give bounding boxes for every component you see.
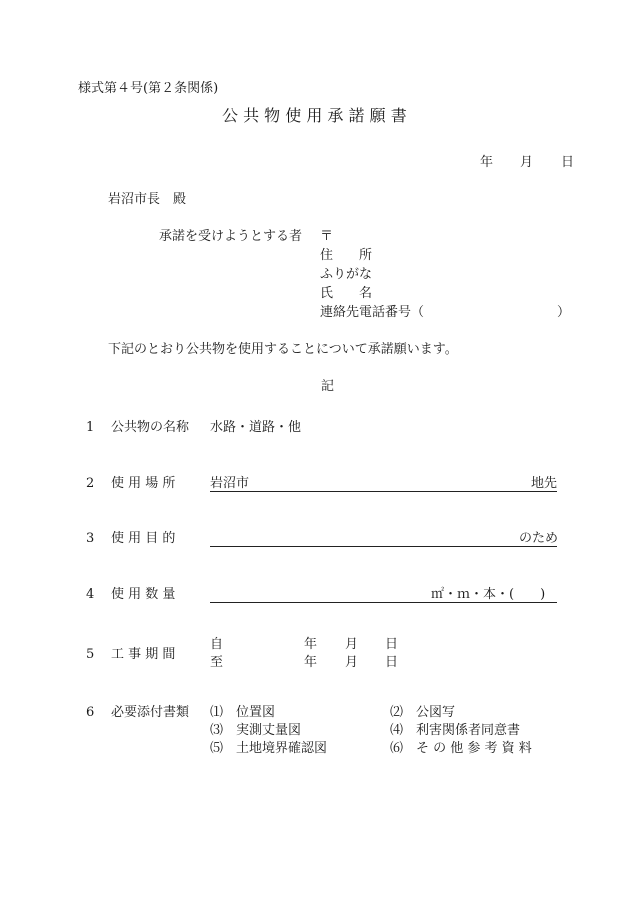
item2-suffix: 地先	[531, 476, 558, 491]
item6-number: 6	[86, 705, 95, 720]
item4-label: 使 用 数 量	[111, 587, 176, 602]
item5-to: 至	[210, 655, 224, 670]
item2-underline	[210, 491, 557, 492]
phone-label: 連絡先電話番号（	[320, 305, 425, 320]
item3-number: 3	[86, 531, 95, 546]
item4-number: 4	[86, 587, 95, 602]
item1-number: 1	[86, 420, 95, 435]
document-title: 公 共 物 使 用 承 諾 願 書	[222, 106, 407, 125]
doc-survey-map: ⑶ 実測丈量図	[210, 723, 302, 738]
item4-underline	[210, 602, 557, 603]
item6-label: 必要添付書類	[111, 705, 190, 720]
item1-label: 公共物の名称	[111, 420, 190, 435]
furigana-label: ふりがな	[320, 267, 373, 282]
item4-suffix: ㎡・ｍ・本・( )	[431, 587, 546, 602]
ki-heading: 記	[321, 379, 335, 394]
phone-close-paren: ）	[557, 305, 571, 320]
item2-value: 岩沼市	[210, 476, 250, 491]
item5-number: 5	[86, 647, 95, 662]
doc-location-map: ⑴ 位置図	[210, 705, 276, 720]
item5-to-day: 日	[385, 655, 399, 670]
item3-underline	[210, 546, 557, 547]
item3-suffix: のため	[519, 531, 559, 546]
doc-consent-letter: ⑷ 利害関係者同意書	[390, 723, 521, 738]
item1-value: 水路・道路・他	[210, 420, 302, 435]
item5-from-year: 年	[304, 637, 318, 652]
doc-cadastral-copy: ⑵ 公図写	[390, 705, 456, 720]
doc-boundary-map: ⑸ 土地境界確認図	[210, 741, 328, 756]
item5-from: 自	[210, 637, 224, 652]
address-label: 住 所	[320, 248, 373, 263]
intro-text: 下記のとおり公共物を使用することについて承諾願います。	[108, 342, 458, 357]
item5-from-month: 月	[345, 637, 359, 652]
date-day-label: 日	[561, 155, 575, 170]
date-year-label: 年	[480, 155, 494, 170]
item2-number: 2	[86, 476, 95, 491]
item5-to-year: 年	[304, 655, 318, 670]
postal-mark: 〒	[320, 229, 334, 244]
item5-label: 工 事 期 間	[111, 647, 176, 662]
form-id: 様式第４号(第２条関係)	[78, 81, 219, 96]
item5-from-day: 日	[385, 637, 399, 652]
item5-to-month: 月	[345, 655, 359, 670]
doc-other-materials: ⑹ そ の 他 参 考 資 料	[390, 741, 532, 756]
item3-label: 使 用 目 的	[111, 531, 176, 546]
applicant-label: 承諾を受けようとする者	[159, 229, 303, 244]
name-label: 氏 名	[320, 286, 373, 301]
addressee: 岩沼市長 殿	[108, 192, 187, 207]
item2-label: 使 用 場 所	[111, 476, 176, 491]
date-month-label: 月	[520, 155, 534, 170]
